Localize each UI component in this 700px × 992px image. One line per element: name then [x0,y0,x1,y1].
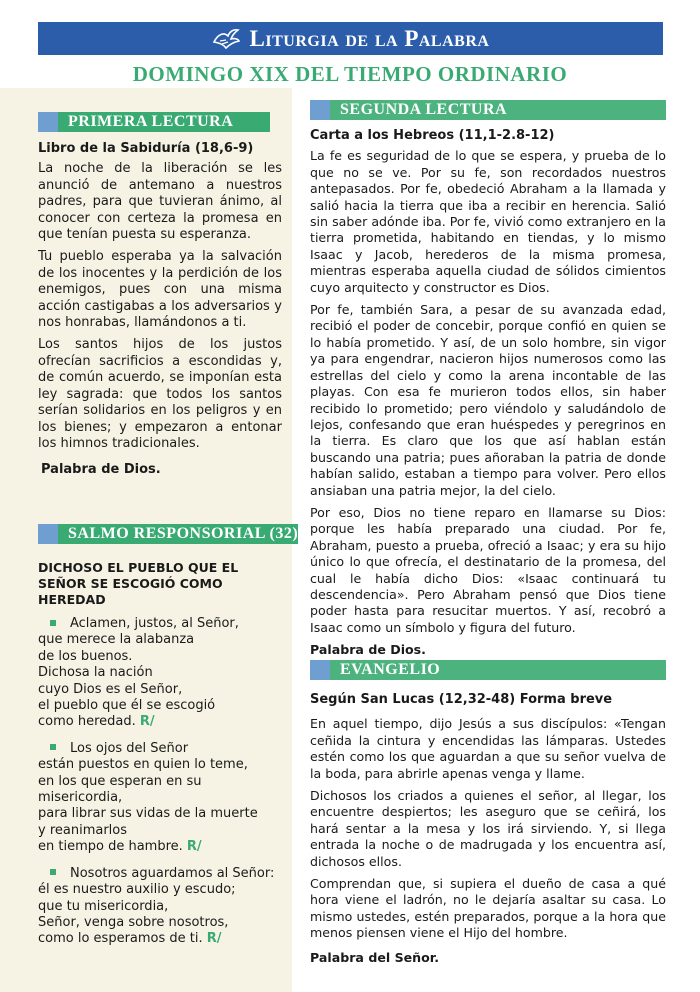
psalm-line: misericordia, [38,790,123,806]
psalm-line: para librar sus vidas de la muerte [38,806,258,822]
second-reading-reference: Carta a los Hebreos (11,1-2.8-12) [310,128,555,143]
second-reading-heading [310,100,666,120]
second-reading-heading-label: SEGUNDA LECTURA [330,100,666,120]
second-reading-paragraph: La fe es seguridad de lo que se espera, y prueba de lo que no se ve. Por su fe, son recordados nuestros antepasados. Por fe, obedeció Abraham a la llamada y salió hacia la tierra que iba a recibir en herencia. Salió sin saber adónde iba. Por fe, vivió como extranjero en la tierra prometida, habitando en tiendas, y lo mismo Isaac y Jacob, herederos de la misma promesa, mientras esperaba aquella ciudad de sólidos cimientos cuyo arquitecto y constructor es Dios. [310,148,666,295]
psalm-stanza [38,616,288,731]
gospel-closing: Palabra del Señor. [310,949,439,965]
first-reading-heading [38,112,270,132]
page-subtitle: DOMINGO XIX DEL TIEMPO ORDINARIO [132,62,568,86]
gospel-paragraph: Comprendan que, si supiera el dueño de casa a qué hora viene el ladrón, no le dejaría asaltar su casa. Lo mismo ustedes, estén preparados, porque a la hora que menos piensen viene el Hijo del hombre. [310,876,666,941]
psalm-line: en los que esperan en su [38,773,202,789]
psalm-line: en tiempo de hambre. [38,839,183,855]
psalm-line: el pueblo que él se escogió [38,698,216,714]
gospel [310,692,666,972]
psalm [38,560,288,958]
bullet-icon [50,744,56,750]
psalm-line: Nosotros aguardamos al Señor: [70,865,275,881]
bullet-icon [50,869,56,875]
psalm-line: Dichosa la nación [38,665,153,681]
psalm-heading-label: SALMO RESPONSORIAL (32) [58,524,298,544]
heading-square-icon [310,100,330,120]
gospel-reference: Según San Lucas (12,32-48) Forma breve [310,692,613,707]
first-reading-reference: Libro de la Sabiduría (18,6-9) [38,141,254,156]
gospel-heading-label: EVANGELIO [330,660,666,680]
psalm-line: y reanimarlos [38,822,128,838]
psalm-stanza [38,741,288,856]
psalm-response: DICHOSO EL PUEBLO QUE EL SEÑOR SE ESCOGIÓ COMO HEREDAD [38,560,239,607]
psalm-line: él es nuestro auxilio y escudo; [38,882,236,898]
psalm-line: como lo esperamos de ti. [38,931,203,947]
gospel-paragraph: En aquel tiempo, dijo Jesús a sus discípulos: «Tengan ceñida la cintura y encendidas las lámparas. Ustedes estén como los que aguardan a que su señor vuelva de la boda, para abrirle apenas venga y llame. [310,716,666,781]
first-reading-paragraph: Tu pueblo esperaba ya la salvación de los inocentes y la perdición de los enemigos, pues con una misma acción castigabas a los adversarios y nos honrabas, llamándonos a ti. [38,249,282,331]
heading-square-icon [310,660,330,680]
psalm-line: como heredad. [38,714,136,730]
psalm-line: de los buenos. [38,648,133,664]
heading-square-icon [38,524,58,544]
response-marker: R/ [186,839,202,855]
psalm-line: Señor, venga sobre nosotros, [38,914,229,930]
banner-title: Liturgia de la Palabra [249,25,490,51]
second-reading-paragraph: Por fe, también Sara, a pesar de su avanzada edad, recibió el poder de concebir, porque confió en quien se lo había prometido. Y así, de un solo hombre, sin vigor ya para engendrar, nacieron hijos numerosos como las estrellas del cielo y como la arena incontable de las playas. Con esa fe murieron todos ellos, sin haber recibido lo prometido; pero viéndolo y saludándolo de lejos, confesando que eran huéspedes y peregrinos en la tierra. Es claro que los que así hablan están buscando una patria; pues añoraban la patria de donde habían salido, estaban a tiempo para volver. Pero ellos ansiaban una patria mejor, la del cielo. [310,302,666,498]
response-marker: R/ [139,714,155,730]
bullet-icon [50,620,56,626]
response-marker: R/ [206,931,222,947]
first-reading [38,141,282,485]
psalm-line: están puestos en quien lo teme, [38,757,248,773]
psalm-line: que merece la alabanza [38,632,195,648]
second-reading-paragraph: Por eso, Dios no tiene reparo en llamarse su Dios: porque les había preparado una ciudad. Por fe, Abraham, puesto a prueba, ofreció a Isaac; y era su hijo único lo que ofrecía, el destinatario de la promesa, del cual le había dicho Dios: «Isaac continuará tu descendencia». Pero Abraham pensó que Dios tiene poder hasta para resucitar muertos. Y así, recobró a Isaac como un símbolo y figura del futuro. [310,504,666,635]
first-reading-heading-label: PRIMERA LECTURA [58,112,270,132]
psalm-stanza [38,866,288,948]
first-reading-paragraph: Los santos hijos de los justos ofrecían sacrificios a escondidas y, de común acuerdo, se imponían esta ley sagrada: que todos los santos serían solidarios en los peligros y en los bienes; y empezaron a entonar los himnos tradicionales. [38,337,282,451]
psalm-heading [38,524,299,544]
psalm-line: Aclamen, justos, al Señor, [70,616,239,631]
gospel-paragraph: Dichosos los criados a quienes el señor, al llegar, los encuentre despiertos; les aseguro que se ceñirá, los hará sentar a la mesa y los irá sirviendo. Y, si llega entrada la noche o de madrugada y los encuentra así, dichosos ellos. [310,788,666,869]
heading-square-icon [38,112,58,132]
dove-icon [212,28,240,50]
psalm-line: Los ojos del Señor [70,740,189,756]
psalm-line: cuyo Dios es el Señor, [38,681,183,697]
liturgy-banner [38,22,663,55]
gospel-heading [310,660,666,680]
second-reading [310,128,666,665]
first-reading-closing: Palabra de Dios. [41,462,161,478]
first-reading-paragraph: La noche de la liberación se les anunció de antemano a nuestros padres, para que tuvieran ánimo, al conocer con certeza la promesa en que tenían puesta su esperanza. [38,161,282,243]
second-reading-closing: Palabra de Dios. [310,642,426,658]
psalm-line: que tu misericordia, [38,898,169,914]
